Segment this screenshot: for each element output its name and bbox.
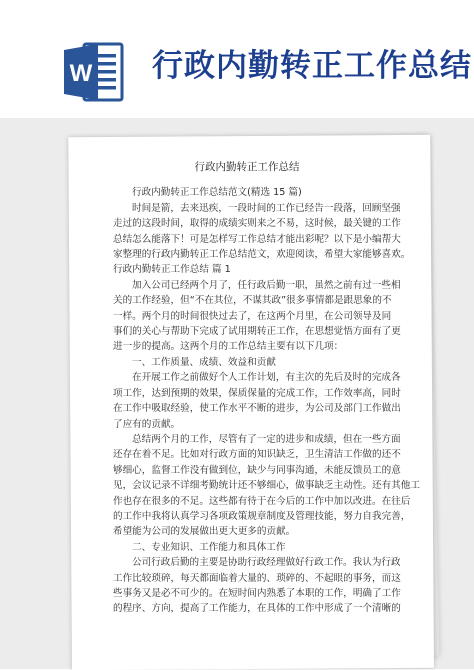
document-line: 公司行政后勤的主要是协助行政经理做好行政工作。我认为行政	[132, 557, 401, 569]
document-line: 一样。两个月的时间很快过去了，在这两个月里，在公司领导及同	[113, 310, 392, 322]
document-line: 事们的关心与帮助下完成了试用期转正工作，在思想觉悟方面有了更	[113, 326, 401, 338]
document-line: 在工作中吸取经验，使工作水平不断的进步，为公司及部门工作做出	[113, 403, 401, 415]
document-lines	[113, 185, 420, 616]
document-line: 在开展工作之前做好个人工作计划，有主次的先后及时的完成各	[132, 372, 401, 384]
document-line: 的程序、方向，提高了工作能力，在具体的工作中形成了一个清晰的	[113, 603, 401, 615]
document-line: 家整理的行政内勤转正工作总结范文，欢迎阅读，希望大家能够喜欢。	[113, 249, 411, 261]
document-line: 够细心，监督工作没有做到位，缺少与同事沟通，未能反馈员工的意	[113, 464, 401, 476]
banner	[0, 0, 474, 118]
document-line: 进一步的提高。这两个月的工作总结主要有以下几项：	[113, 341, 344, 353]
word-icon-letter: W	[69, 60, 93, 87]
document-line: 总结怎么能落下！可是怎样写工作总结才能出彩呢？以下是小编帮大	[113, 233, 401, 245]
document-line: 还存在着不足。比如对行政方面的知识缺乏，卫生清洁工作做的还不	[113, 449, 401, 461]
document-line: 希望能为公司的发展做出更大更多的贡献。	[113, 526, 296, 538]
document-line: 一、工作质量、成绩、效益和贡献	[132, 356, 276, 368]
document-line: 总结两个月的工作，尽管有了一定的进步和成绩，但在一些方面	[132, 433, 401, 445]
document-line: 见，会议记录不详细考勤统计还不够细心，做事缺乏主动性。还有其他工	[113, 480, 420, 492]
word-document-icon	[62, 40, 126, 104]
document-line: 走过的这段时间，取得的成绩实则来之不易，这时候，最关键的工作	[113, 218, 401, 230]
document-line: 时间是箭，去来迅疾，一段时间的工作已经告一段落，回顾坚强	[132, 202, 401, 214]
document-line: 些事务又是必不可少的。在短时间内熟悉了本职的工作，明确了工作	[113, 587, 401, 599]
document-line: 工作比较琐碎，每天都面临着大量的、琐碎的、不起眼的事务，而这	[113, 572, 401, 584]
document-line: 了应有的贡献。	[113, 418, 181, 430]
document-title: 行政内勤转正工作总结	[194, 161, 300, 173]
banner-title: 行政内勤转正工作总结	[152, 48, 472, 84]
document-line: 作也存在很多的不足。这些都有待于在今后的工作中加以改进。在往后	[113, 495, 411, 507]
document-line: 二、专业知识、工作能力和具体工作	[132, 541, 286, 553]
document-line: 关的工作经验，但“不在其位，不谋其政”很多事情都是跟思象的不	[113, 295, 392, 307]
document-line: 行政内勤转正工作总结范文(精选 15 篇)	[132, 187, 302, 199]
document-line: 的工作中我将认真学习各项政策规章制度及管理技能，努力自我完善，	[113, 510, 411, 522]
document-body	[113, 160, 420, 617]
document-line: 项工作，达到预期的效果，保质保量的完成工作，工作效率高，同时	[113, 387, 401, 399]
document-line: 行政内勤转正工作总结 篇 1	[113, 264, 231, 276]
document-line: 加入公司已经两个月了，任行政后勤一职，虽然之前有过一些相	[132, 279, 401, 291]
